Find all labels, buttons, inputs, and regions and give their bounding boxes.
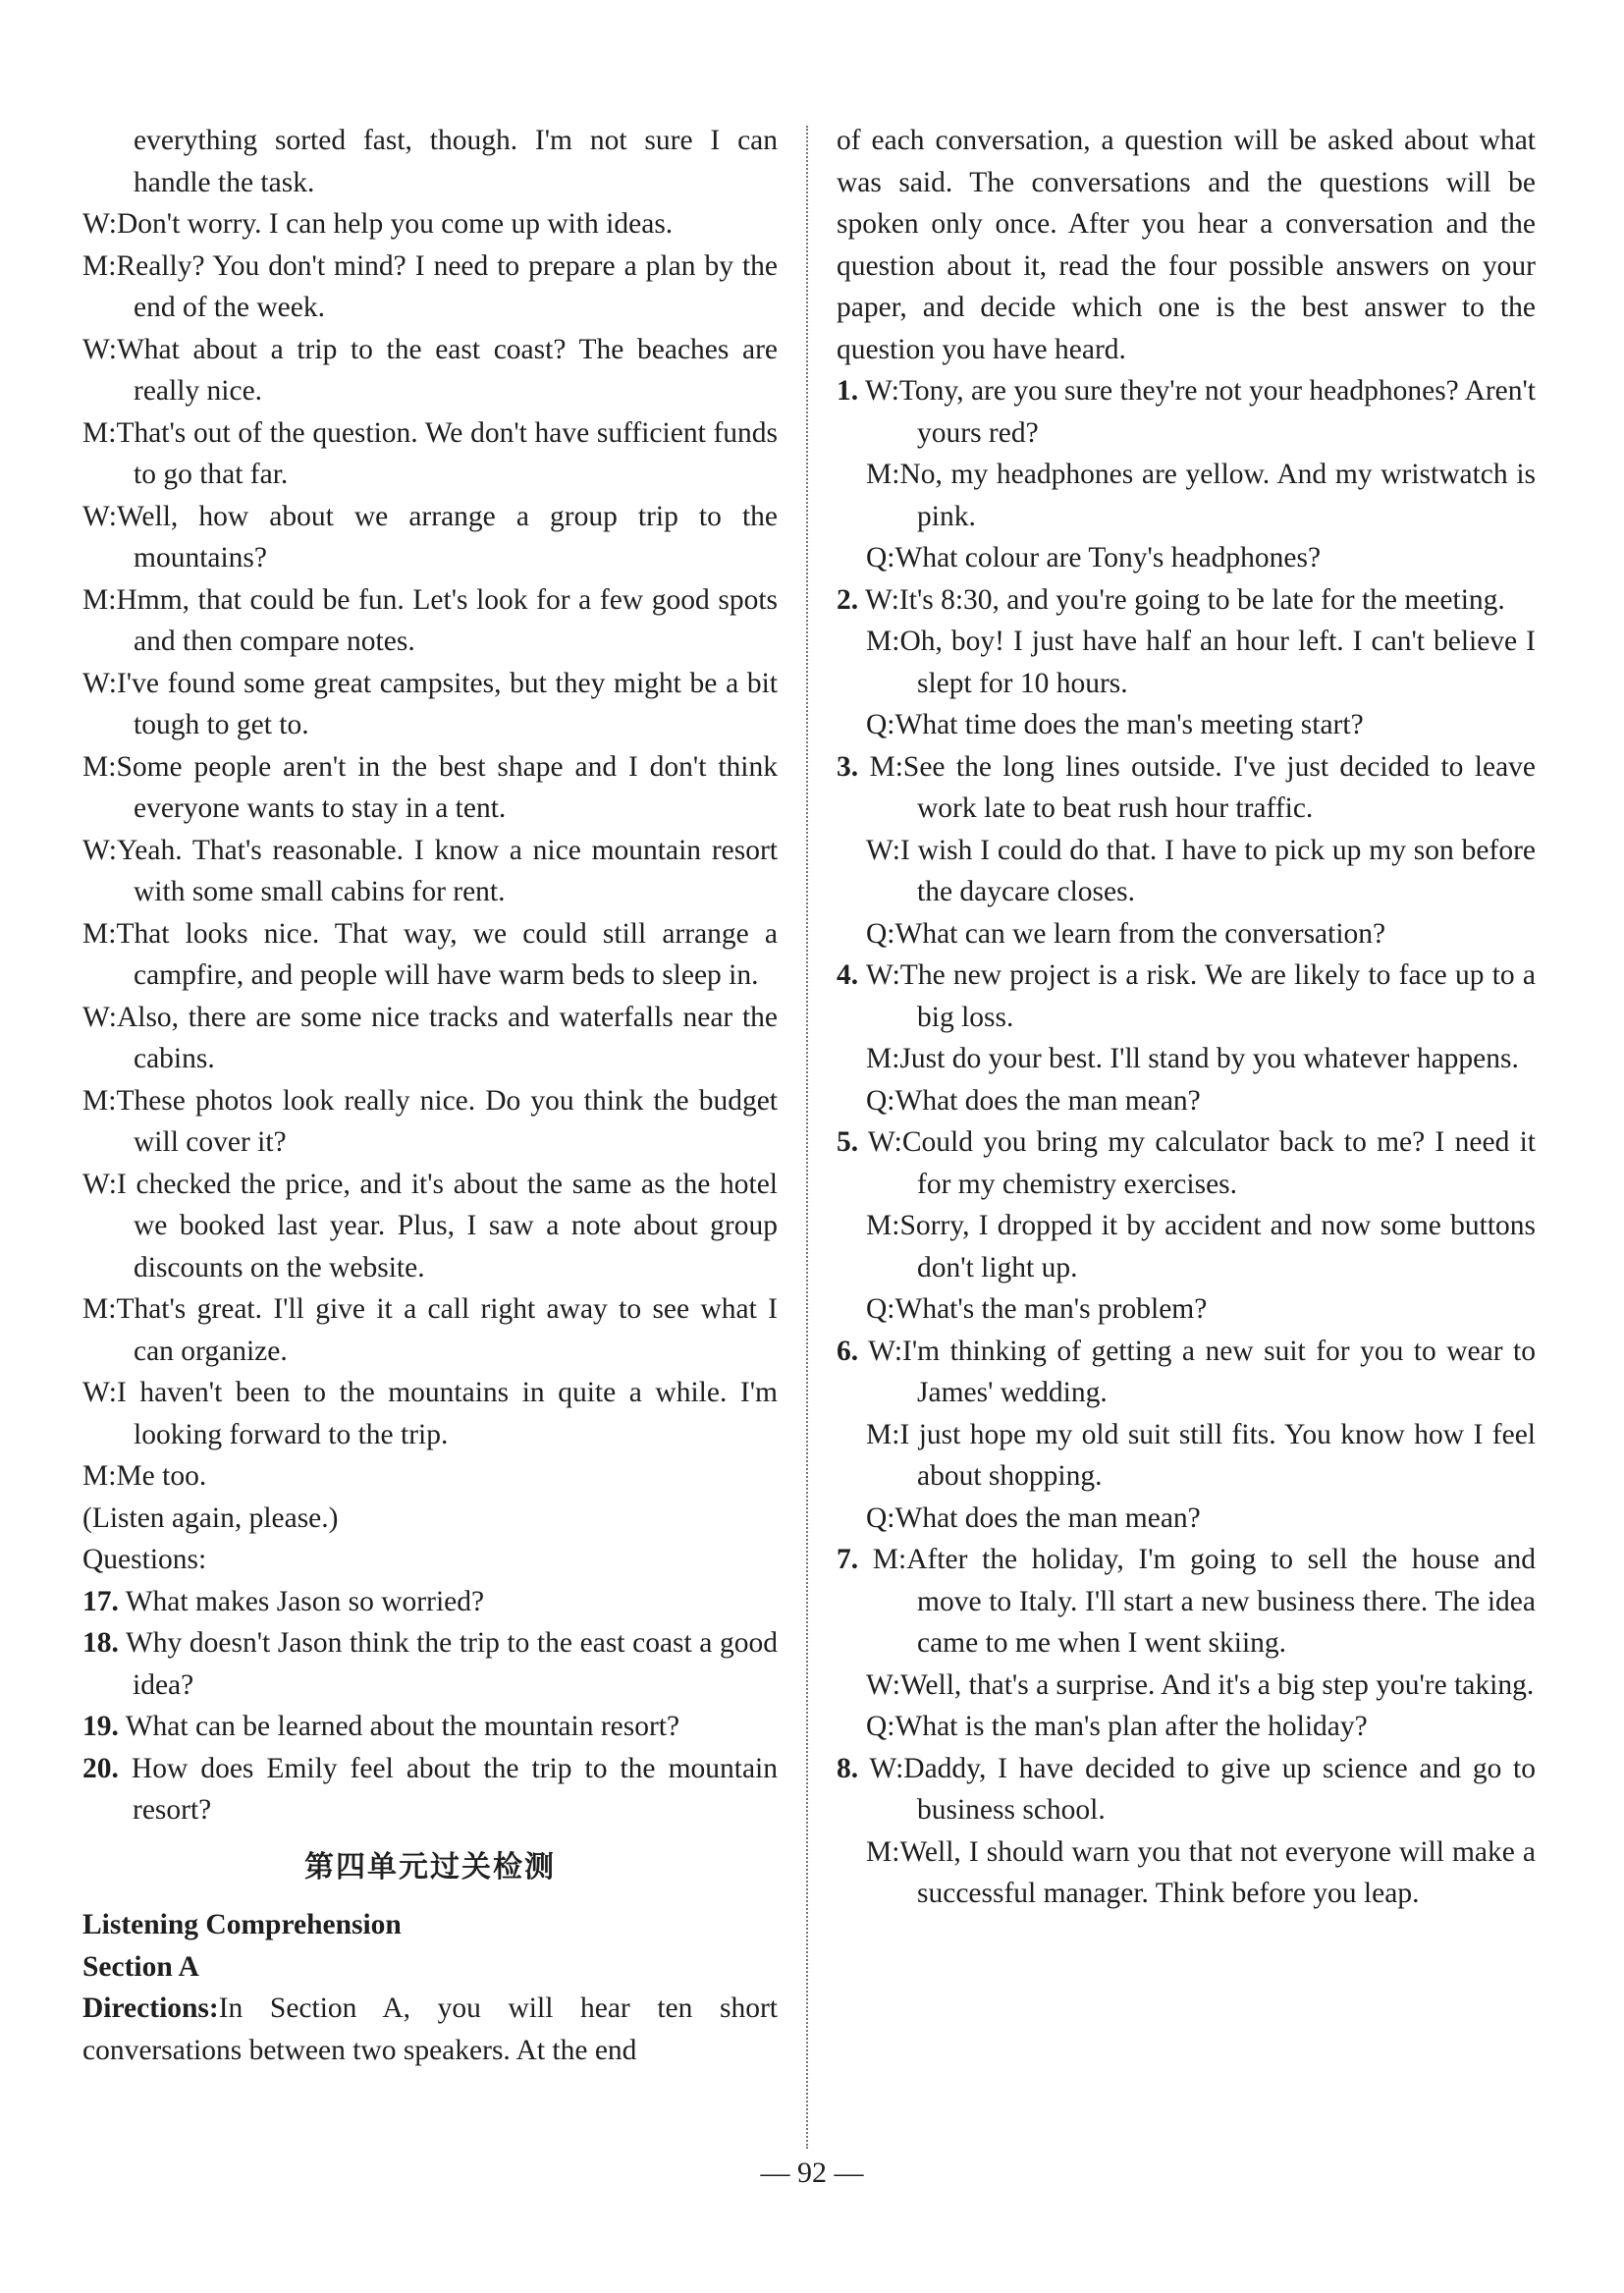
speaker-label: Q: (866, 1501, 895, 1534)
question-list (82, 1581, 778, 1831)
conversation-text: I wish I could do that. I have to pick up my son before the daycare closes. (899, 834, 1536, 907)
speaker-label: W: (866, 1668, 900, 1701)
conversation-line (837, 1205, 1536, 1288)
conversation-text: Daddy, I have decided to give up science and go to business school. (903, 1752, 1537, 1826)
speaker-label: W: (82, 1001, 117, 1033)
conversation-text: The new project is a risk. We are likely to face up to a big loss. (899, 959, 1537, 1033)
conversation-item (837, 1331, 1536, 1540)
speaker-label: M: (869, 750, 903, 783)
speaker-label: M: (82, 583, 117, 616)
directions-text: In Section A, you will hear ten short conversations between two speakers. At the end (82, 1993, 778, 2066)
speaker-label: W: (82, 500, 117, 532)
conversation-line (837, 454, 1536, 537)
conversation-line (837, 913, 1536, 955)
conversation-line (837, 621, 1536, 704)
speaker-label: M: (82, 416, 117, 449)
conversation-line (837, 1288, 1536, 1331)
conversation-text: What does the man mean? (894, 1501, 1201, 1534)
dialogue-text: That looks nice. That way, we could still arrange a campfire, and people will have warm beds to sleep in. (116, 917, 778, 991)
speaker-label: W: (865, 959, 900, 991)
dialogue-text: I haven't been to the mountains in quite a while. I'm looking forward to the trip. (116, 1377, 778, 1450)
speaker-label: M: (82, 1460, 117, 1492)
dialogue-text: That's great. I'll give it a call right away to see what I can organize. (116, 1293, 778, 1367)
conversation-line (837, 955, 1536, 1038)
dialogue-line (82, 329, 778, 412)
conversation-item (837, 1121, 1536, 1331)
conversation-number: 7. (837, 1544, 859, 1575)
speaker-label: Q: (866, 917, 895, 950)
intro-line: can handle the task. (134, 125, 778, 198)
conversation-number: 6. (837, 1335, 859, 1367)
unit-heading: 第四单元过关检测 (304, 1849, 556, 1884)
speaker-label: M: (866, 1210, 900, 1241)
conversation-line (837, 370, 1536, 454)
speaker-label: Q: (866, 709, 895, 740)
directions-continuation: of each conversation, a question will be asked about what was said. The conversations and the questions will be spoken only once. After you hear a conversation and the question about it, read the four possible answers on your paper, and decide which one is the best answer to the question you have heard. (837, 125, 1536, 365)
conversation-text: Tony, are you sure they're not your headphones? Aren't yours red? (898, 375, 1536, 449)
conversation-text: What colour are Tony's headphones? (894, 542, 1322, 573)
conversation-item (837, 1748, 1536, 1915)
dialogue-text: Me too. (116, 1460, 207, 1492)
dialogue-line (82, 246, 778, 329)
dialogue-text: Yeah. That's reasonable. I know a nice mountain resort with some small cabins for rent. (116, 834, 778, 907)
dialogue-text: These photos look really nice. Do you think the budget will cover it? (116, 1084, 778, 1158)
dialogue-text: That's out of the question. We don't have sufficient funds to go that far. (116, 416, 778, 490)
question-number: 18. (82, 1627, 119, 1659)
conversation-text: I just hope my old suit still fits. You know how I feel about shopping. (899, 1418, 1536, 1492)
speaker-label: M: (82, 917, 117, 950)
dialogue-text: Well, how about we arrange a group trip to the mountains? (116, 500, 778, 573)
speaker-label: W: (82, 333, 117, 365)
dialogue-line (82, 1288, 778, 1372)
dialogue-continuation (82, 120, 778, 203)
question-number: 17. (82, 1585, 119, 1617)
directions (82, 1988, 778, 2071)
conversation-line (837, 537, 1536, 579)
conversation-number: 4. (837, 959, 859, 991)
dialogue-text: Some people aren't in the best shape and I don't think everyone wants to stay in a tent. (116, 750, 778, 824)
conversation-number: 5. (837, 1126, 859, 1158)
conversation-number: 3. (837, 750, 859, 783)
speaker-label: M: (866, 1835, 900, 1868)
dialogue-text: Really? You don't mind? I need to prepare a plan by the end of the week. (116, 249, 778, 323)
conversation-text: What can we learn from the conversation? (894, 917, 1386, 950)
page-number: — 92 — (760, 2157, 864, 2189)
speaker-label: Q: (866, 542, 895, 573)
conversation-text: Well, that's a surprise. And it's a big step you're taking. (899, 1668, 1535, 1701)
conversation-line (837, 1080, 1536, 1122)
conversation-line (837, 1331, 1536, 1414)
conversation-item (837, 579, 1536, 746)
conversation-text: What does the man mean? (894, 1084, 1201, 1117)
dialogue-line (82, 203, 778, 246)
conversation-text: What's the man's problem? (894, 1293, 1208, 1325)
conversation-text: Just do your best. I'll stand by you whatever happens. (899, 1043, 1519, 1074)
conversation-text: See the long lines outside. I've just decided to leave work late to beat rush hour traffic. (902, 750, 1537, 824)
speaker-label: M: (866, 626, 900, 657)
conversation-line (837, 1831, 1536, 1915)
dialogue-line (82, 412, 778, 496)
dialogue-line (82, 579, 778, 663)
conversation-item (837, 746, 1536, 955)
question-item (82, 1622, 778, 1706)
dialogue-line (82, 1164, 778, 1289)
speaker-label: M: (872, 1544, 907, 1575)
conversation-text: What time does the man's meeting start? (894, 709, 1364, 740)
conversation-number: 2. (837, 583, 859, 616)
conversation-line (837, 746, 1536, 830)
conversation-text: After the holiday, I'm going to sell the house and move to Italy. I'll start a new business there. The idea came to me when I went skiing. (906, 1544, 1536, 1659)
question-item (82, 1581, 778, 1623)
question-number: 20. (82, 1752, 119, 1784)
speaker-label: W: (867, 1126, 902, 1158)
conversation-line (837, 1038, 1536, 1080)
speaker-label: Q: (866, 1084, 895, 1117)
conversation-line (837, 1539, 1536, 1665)
speaker-label: Q: (866, 1293, 895, 1325)
question-text: How does Emily feel about the trip to the mountain resort? (131, 1752, 778, 1826)
section-title: Listening Comprehension (82, 1909, 402, 1940)
speaker-label: M: (866, 459, 900, 490)
speaker-label: W: (864, 375, 899, 407)
conversation-text: Could you bring my calculator back to me? I need it for my chemistry exercises. (901, 1126, 1537, 1200)
conversation-line (837, 1498, 1536, 1540)
speaker-label: W: (864, 583, 899, 616)
speaker-label: W: (82, 1168, 117, 1200)
question-number: 19. (82, 1711, 119, 1742)
speaker-label: M: (82, 750, 117, 783)
conversation-item (837, 955, 1536, 1121)
speaker-label: M: (82, 1084, 117, 1117)
conversation-number: 8. (837, 1752, 859, 1784)
question-item (82, 1706, 778, 1748)
dialogue-line (82, 746, 778, 830)
dialogue-line (82, 830, 778, 913)
speaker-label: M: (866, 1043, 900, 1074)
dialogue-text: Hmm, that could be fun. Let's look for a few good spots and then compare notes. (116, 583, 778, 657)
dialogue-list (82, 203, 778, 1498)
dialogue-text: I've found some great campsites, but they might be a bit tough to get to. (116, 667, 778, 740)
speaker-label: M: (82, 249, 117, 282)
column-divider (806, 126, 808, 2149)
questions-label: Questions: (82, 1544, 207, 1575)
dialogue-text: What about a trip to the east coast? The beaches are really nice. (116, 333, 778, 407)
speaker-label: M: (866, 1418, 900, 1450)
question-text: What can be learned about the mountain resort? (125, 1711, 680, 1742)
speaker-label: Q: (866, 1711, 895, 1742)
speaker-label: W: (868, 1335, 903, 1367)
speaker-label: W: (869, 1752, 904, 1784)
conversation-list (837, 370, 1536, 1915)
dialogue-line (82, 496, 778, 579)
conversation-number: 1. (837, 375, 859, 407)
dialogue-text: I checked the price, and it's about the same as the hotel we booked last year. Plus, I saw a note about group discounts on the website. (116, 1168, 778, 1283)
intro-line: everything sorted fast, though. I'm not sure I (134, 125, 738, 156)
speaker-label: M: (82, 1293, 117, 1325)
right-column (837, 120, 1536, 1915)
speaker-label: W: (82, 1377, 117, 1408)
question-text: Why doesn't Jason think the trip to the east coast a good idea? (125, 1627, 779, 1701)
conversation-line (837, 1414, 1536, 1498)
left-column (82, 120, 778, 2071)
conversation-line (837, 704, 1536, 746)
dialogue-line (82, 1455, 778, 1498)
question-item (82, 1748, 778, 1831)
listen-again: (Listen again, please.) (82, 1501, 339, 1534)
conversation-line (837, 1665, 1536, 1707)
conversation-text: No, my headphones are yellow. And my wristwatch is pink. (899, 459, 1536, 532)
conversation-line (837, 830, 1536, 913)
conversation-text: Well, I should warn you that not everyone will make a successful manager. Think before you leap. (899, 1835, 1536, 1909)
dialogue-line (82, 663, 778, 746)
conversation-text: It's 8:30, and you're going to be late for the meeting. (898, 583, 1505, 616)
dialogue-text: Also, there are some nice tracks and waterfalls near the cabins. (116, 1001, 778, 1074)
speaker-label: W: (82, 208, 117, 240)
conversation-line (837, 1706, 1536, 1748)
speaker-label: W: (82, 667, 117, 699)
conversation-item (837, 370, 1536, 579)
conversation-text: What is the man's plan after the holiday? (894, 1711, 1368, 1742)
conversation-text: Oh, boy! I just have half an hour left. I can't believe I slept for 10 hours. (899, 626, 1536, 699)
dialogue-line (82, 913, 778, 997)
dialogue-text: Don't worry. I can help you come up with ideas. (116, 208, 674, 240)
directions-label: Directions: (82, 1993, 219, 2024)
conversation-item (837, 1539, 1536, 1748)
dialogue-line (82, 1372, 778, 1455)
conversation-line (837, 1121, 1536, 1205)
speaker-label: W: (82, 834, 117, 866)
conversation-line (837, 1748, 1536, 1831)
question-text: What makes Jason so worried? (125, 1585, 485, 1617)
dialogue-line (82, 1080, 778, 1164)
conversation-text: I'm thinking of getting a new suit for you to wear to James' wedding. (902, 1335, 1536, 1408)
conversation-line (837, 579, 1536, 622)
speaker-label: W: (866, 834, 900, 866)
dialogue-line (82, 997, 778, 1080)
section-subtitle: Section A (82, 1950, 199, 1983)
conversation-text: Sorry, I dropped it by accident and now some buttons don't light up. (899, 1210, 1536, 1283)
